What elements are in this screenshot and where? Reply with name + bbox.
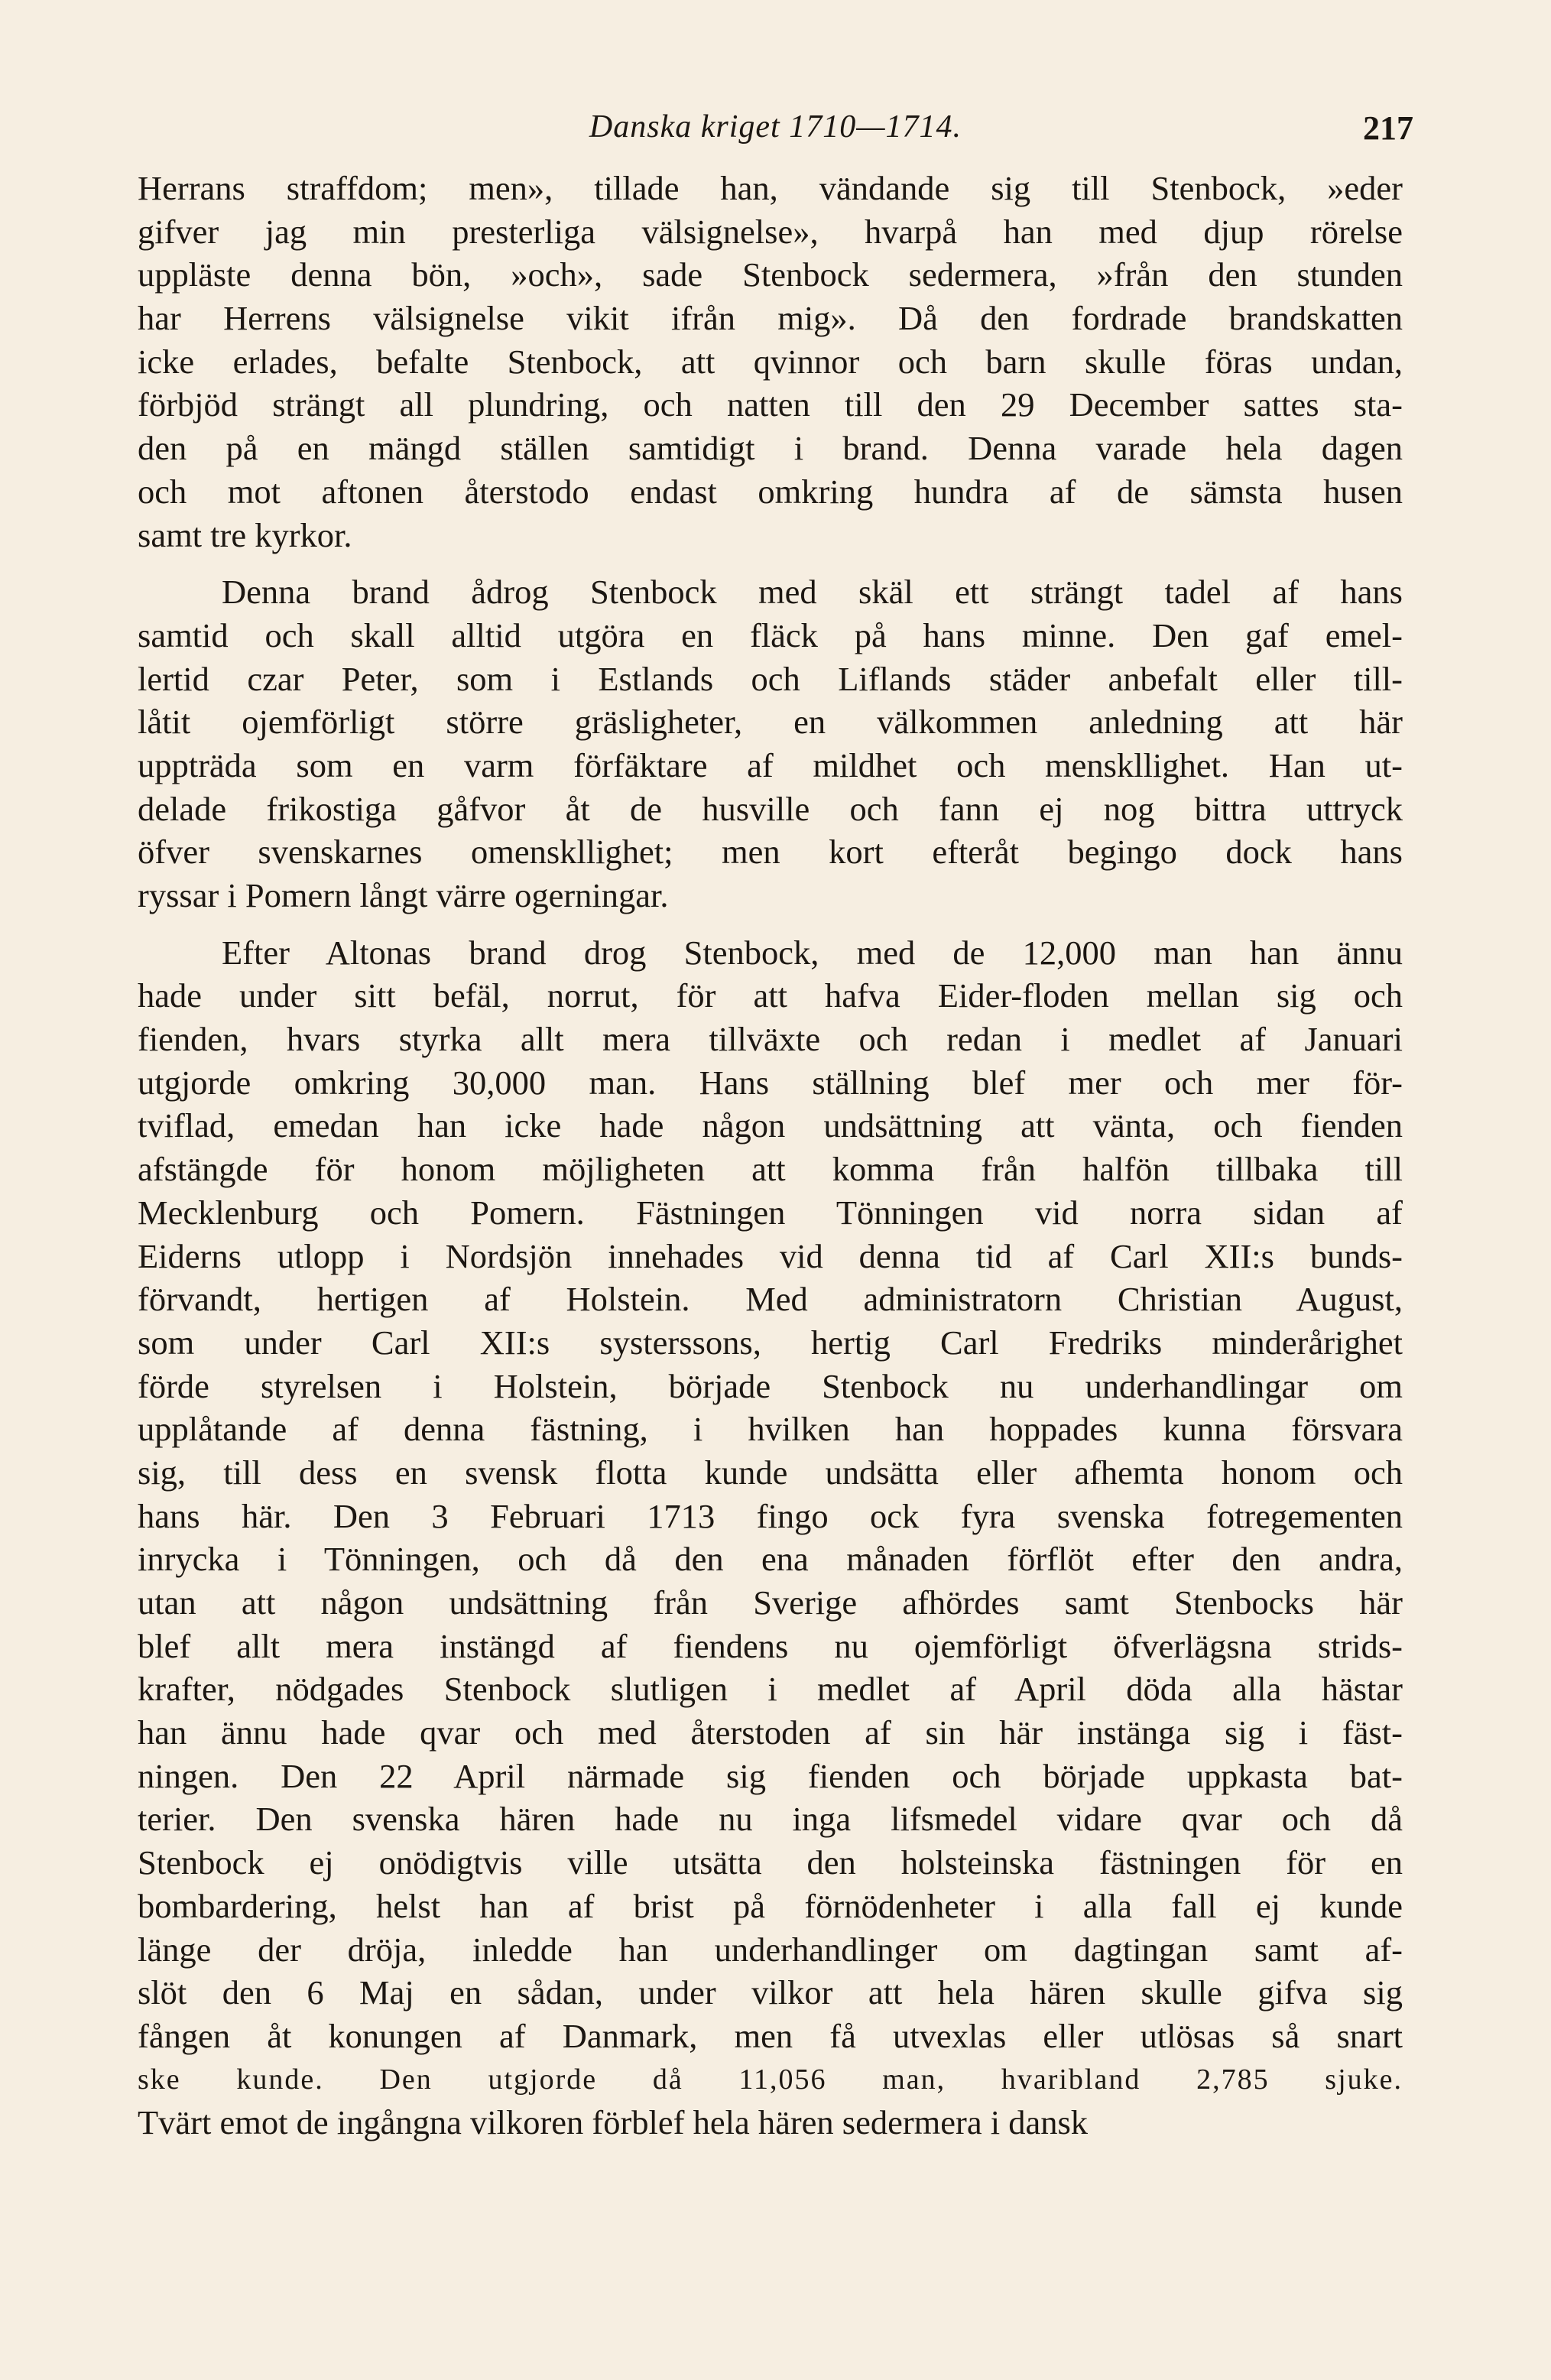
paragraph-gap <box>138 557 1403 570</box>
text-line: sig, till dess en svensk flotta kunde undsätta eller afhemta honom och <box>138 1453 1403 1492</box>
text-line: hade under sitt befäl, norrut, för att hafva Eider-floden mellan sig och <box>138 976 1403 1015</box>
text-line: ryssar i Pomern långt värre ogerningar. <box>138 876 669 914</box>
text-line: utan att någon undsättning från Sverige afhördes samt Stenbocks här <box>138 1583 1403 1622</box>
text-line: Stenbock ej onödigtvis ville utsätta den holsteinska fästningen för en <box>138 1843 1403 1882</box>
text-line: terier. Den svenska hären hade nu inga lifsmedel vidare qvar och då <box>138 1800 1403 1839</box>
text-line: ningen. Den 22 April närmade sig fienden och började uppkasta bat- <box>138 1756 1403 1795</box>
text-line: och mot aftonen återstodo endast omkring hundra af de sämsta husen <box>138 472 1403 511</box>
running-head <box>138 109 1413 154</box>
text-line: förbjöd strängt all plundring, och natten till den 29 December sattes sta- <box>138 385 1403 424</box>
text-line: krafter, nödgades Stenbock slutligen i medlet af April döda alla hästar <box>138 1670 1403 1709</box>
text-line: låtit ojemförligt större gräsligheter, en välkommen anledning att här <box>138 703 1403 742</box>
text-line: den på en mängd ställen samtidigt i brand. Denna varade hela dagen <box>138 429 1403 468</box>
text-line: utgjorde omkring 30,000 man. Hans ställning blef mer och mer för- <box>138 1063 1403 1102</box>
text-line: Tvärt emot de ingångna vilkoren förblef hela hären sedermera i dansk <box>138 2103 1089 2142</box>
text-line: Efter Altonas brand drog Stenbock, med de 12,000 man han ännu <box>222 933 1403 972</box>
text-line: uppträda som en varm förfäktare af mildhet och menskllighet. Han ut- <box>138 745 1403 784</box>
paragraph <box>138 931 1403 2145</box>
text-line: samt tre kyrkor. <box>138 515 352 554</box>
text-line: lertid czar Peter, som i Estlands och Liflands städer anbefalt eller till- <box>138 659 1403 698</box>
text-line: Mecklenburg och Pomern. Fästningen Tönningen vid norra sidan af <box>138 1193 1403 1232</box>
text-line: hans här. Den 3 Februari 1713 fingo ock fyra svenska fotregementen <box>138 1496 1403 1535</box>
text-line: han ännu hade qvar och med återstoden af sin här instänga sig i fäst- <box>138 1713 1403 1752</box>
text-line: har Herrens välsignelse vikit ifrån mig». Då den fordrade brandskatten <box>138 299 1403 338</box>
text-line: delade frikostiga gåfvor åt de husville och fann ej nog bittra uttryck <box>138 789 1403 828</box>
text-line: samtid och skall alltid utgöra en fläck på hans minne. Den gaf emel- <box>138 615 1403 654</box>
text-line: ske kunde. Den utgjorde då 11,056 man, hvaribland 2,785 sjuke. <box>138 2063 1403 2096</box>
text-line: inrycka i Tönningen, och då den ena månaden förflöt efter den andra, <box>138 1540 1403 1579</box>
text-line: förvandt, hertigen af Holstein. Med administratorn Christian August, <box>138 1280 1403 1319</box>
text-line: bombardering, helst han af brist på förnödenheter i alla fall ej kunde <box>138 1886 1403 1925</box>
text-line: fången åt konungen af Danmark, men få utvexlas eller utlösas så snart <box>138 2016 1403 2055</box>
text-line: Eiderns utlopp i Nordsjön innehades vid denna tid af Carl XII:s bunds- <box>138 1236 1403 1275</box>
text-line: fienden, hvars styrka allt mera tillväxte och redan i medlet af Januari <box>138 1020 1403 1059</box>
text-line: slöt den 6 Maj en sådan, under vilkor att hela hären skulle gifva sig <box>138 1973 1403 2012</box>
text-line: icke erlades, befalte Stenbock, att qvinnor och barn skulle föras undan, <box>138 342 1403 381</box>
text-line: afstängde för honom möjligheten att komma från halfön tillbaka till <box>138 1150 1403 1189</box>
text-line: blef allt mera instängd af fiendens nu ojemförligt öfverlägsna strids- <box>138 1626 1403 1665</box>
text-line: upplåtande af denna fästning, i hvilken han hoppades kunna försvara <box>138 1410 1403 1449</box>
paragraph <box>138 570 1403 917</box>
text-line: tviflad, emedan han icke hade någon undsättning att vänta, och fienden <box>138 1106 1403 1145</box>
text-line: gifver jag min presterliga välsignelse», hvarpå han med djup rörelse <box>138 212 1403 251</box>
text-line: uppläste denna bön, »och», sade Stenbock sedermera, »från den stunden <box>138 255 1403 294</box>
text-line: länge der dröja, inledde han underhandlinger om dagtingan samt af- <box>138 1930 1403 1969</box>
text-line: som under Carl XII:s systerssons, hertig Carl Fredriks minderårighet <box>138 1323 1403 1362</box>
running-title: Danska kriget 1710—1714. <box>589 109 962 144</box>
text-line: förde styrelsen i Holstein, började Stenbock nu underhandlingar om <box>138 1366 1403 1405</box>
text-line: Denna brand ådrog Stenbock med skäl ett strängt tadel af hans <box>222 573 1403 612</box>
text-line: öfver svenskarnes omenskllighet; men kort efteråt begingo dock hans <box>138 833 1403 872</box>
paragraph <box>138 167 1403 557</box>
paragraph-gap <box>138 917 1403 931</box>
page-number: 217 <box>1363 109 1413 147</box>
body-text <box>138 167 1403 2145</box>
text-line: Herrans straffdom; men», tillade han, vändande sig till Stenbock, »eder <box>138 169 1403 207</box>
